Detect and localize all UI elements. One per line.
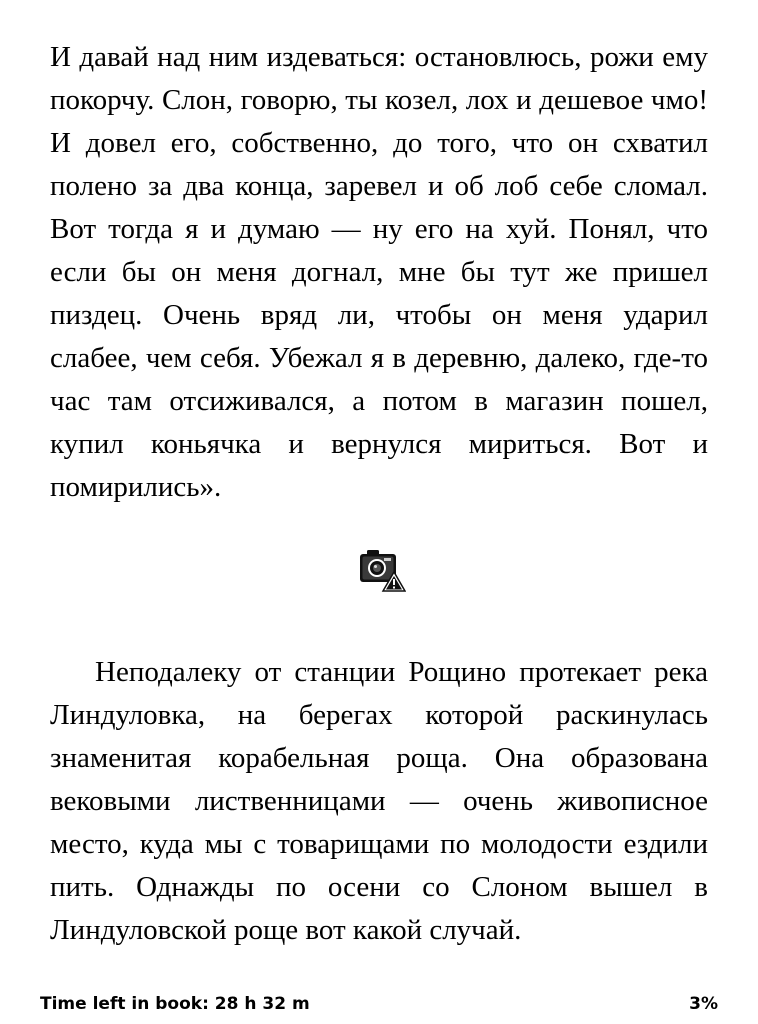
reader-footer [40,992,718,1016]
progress-percent: 3% [689,994,718,1014]
paragraph-1: И давай над ним издеваться: остановлюсь, рожи ему покорчу. Слон, говорю, ты козел, лох и дешевое чмо! И довел его, собственно, до того, что он схватил полено за два конца, заревел и об лоб себе сломал. Вот тогда я и думаю — ну его на хуй. Понял, что если бы он меня догнал, мне бы тут же пришел пиздец. Очень вряд ли, чтобы он меня ударил слабее, чем себя. Убежал я в деревню, далеко, где-то час там отсиживался, а потом в магазин пошел, купил коньячка и вернулся мириться. Вот и помирились». [50,41,708,503]
book-page[interactable] [50,36,708,952]
image-placeholder[interactable] [50,509,708,651]
paragraph-2: Неподалеку от станции Рощино протекает река Линдуловка, на берегах которой раскинулась знаменитая корабельная роща. Она образована вековыми лиственницами — очень живописное место, куда мы с товарищами по молодости ездили пить. Однажды по осени со Слоном вышел в Линдуловской роще вот какой случай. [50,656,708,946]
time-left-label: Time left in book: 28 h 32 m [40,994,310,1014]
broken-image-camera-warning-icon [358,545,406,593]
